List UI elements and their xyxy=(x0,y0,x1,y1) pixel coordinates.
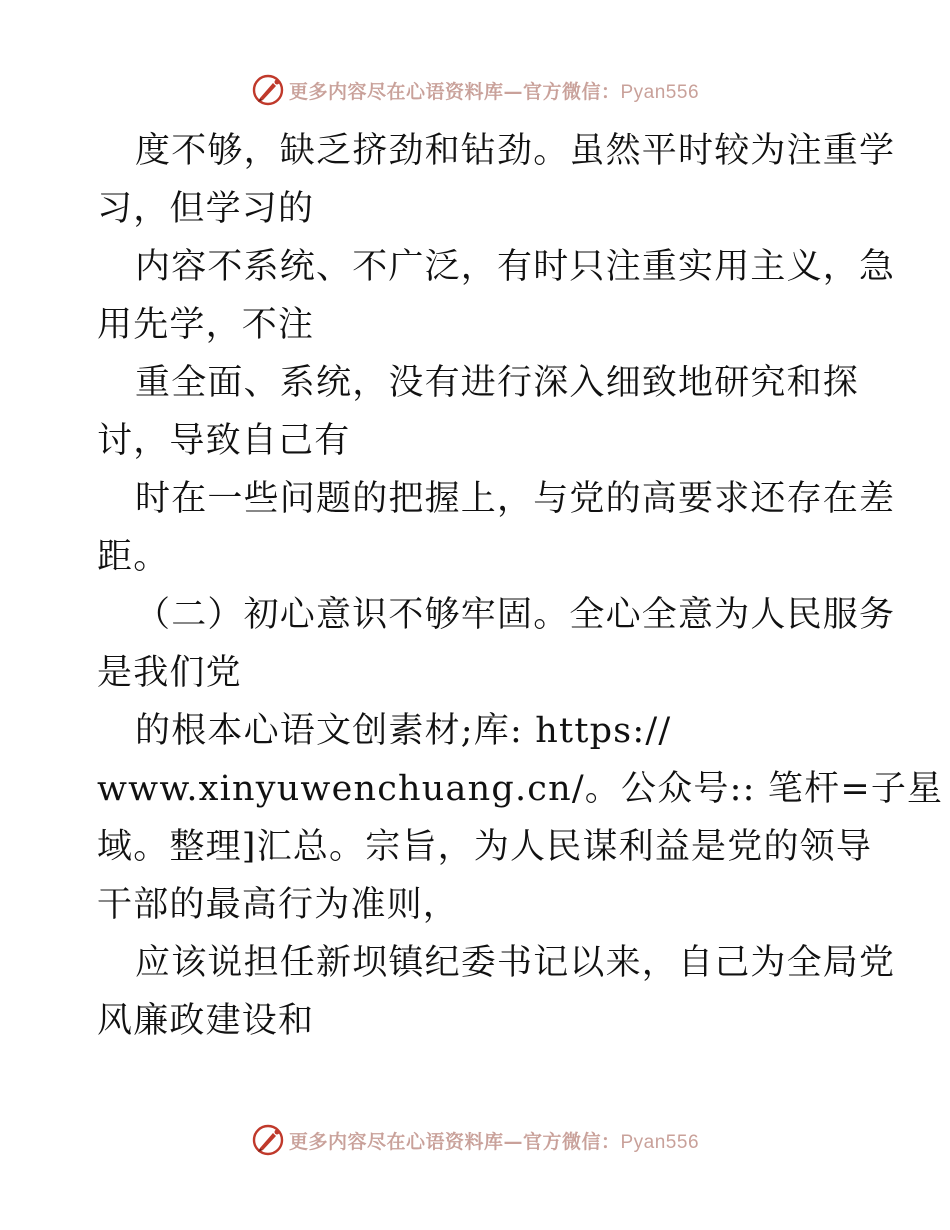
footer-banner-text: 更多内容尽在心语资料库—官方微信：Pyan556 xyxy=(288,1130,700,1153)
text-line: 距。 xyxy=(97,537,170,577)
text-line: 干部的最高行为准则， xyxy=(97,885,460,925)
text-line: 内容不系统、不广泛，有时只注重实用主义，急 xyxy=(135,247,896,287)
pen-logo-icon xyxy=(251,73,285,107)
text-line: 用先学，不注 xyxy=(97,305,315,345)
pen-logo-icon xyxy=(251,1123,285,1157)
text-line: 的根本心语文创素材;库: https:// xyxy=(135,711,672,751)
header-banner-inner xyxy=(251,73,699,107)
footer-banner-inner xyxy=(251,1123,699,1157)
text-line: 应该说担任新坝镇纪委书记以来，自己为全局党 xyxy=(135,943,896,983)
text-line: 域。整理]汇总。宗旨，为人民谋利益是党的领导 xyxy=(97,827,873,867)
document-body xyxy=(97,122,944,1050)
text-line: 重全面、系统，没有进行深入细致地研究和探 xyxy=(135,363,860,403)
text-line: 度不够，缺乏挤劲和钻劲。虽然平时较为注重学 xyxy=(135,131,896,171)
header-banner xyxy=(0,70,950,110)
text-line: 讨，导致自己有 xyxy=(97,421,351,461)
text-line: www.xinyuwenchuang.cn/。公众号:: 笔杆=子星 xyxy=(97,769,944,809)
text-line: （二）初心意识不够牢固。全心全意为人民服务 xyxy=(135,595,896,635)
footer-wechat-handle: Pyan556 xyxy=(620,1131,700,1153)
text-line: 风廉政建设和 xyxy=(97,1001,315,1041)
text-line: 时在一些问题的把握上，与党的高要求还存在差 xyxy=(135,479,896,519)
footer-banner xyxy=(0,1120,950,1160)
text-line: 是我们党 xyxy=(97,653,242,693)
header-wechat-handle: Pyan556 xyxy=(620,81,700,103)
header-banner-text: 更多内容尽在心语资料库—官方微信：Pyan556 xyxy=(288,80,700,103)
text-line: 习，但学习的 xyxy=(97,189,315,229)
